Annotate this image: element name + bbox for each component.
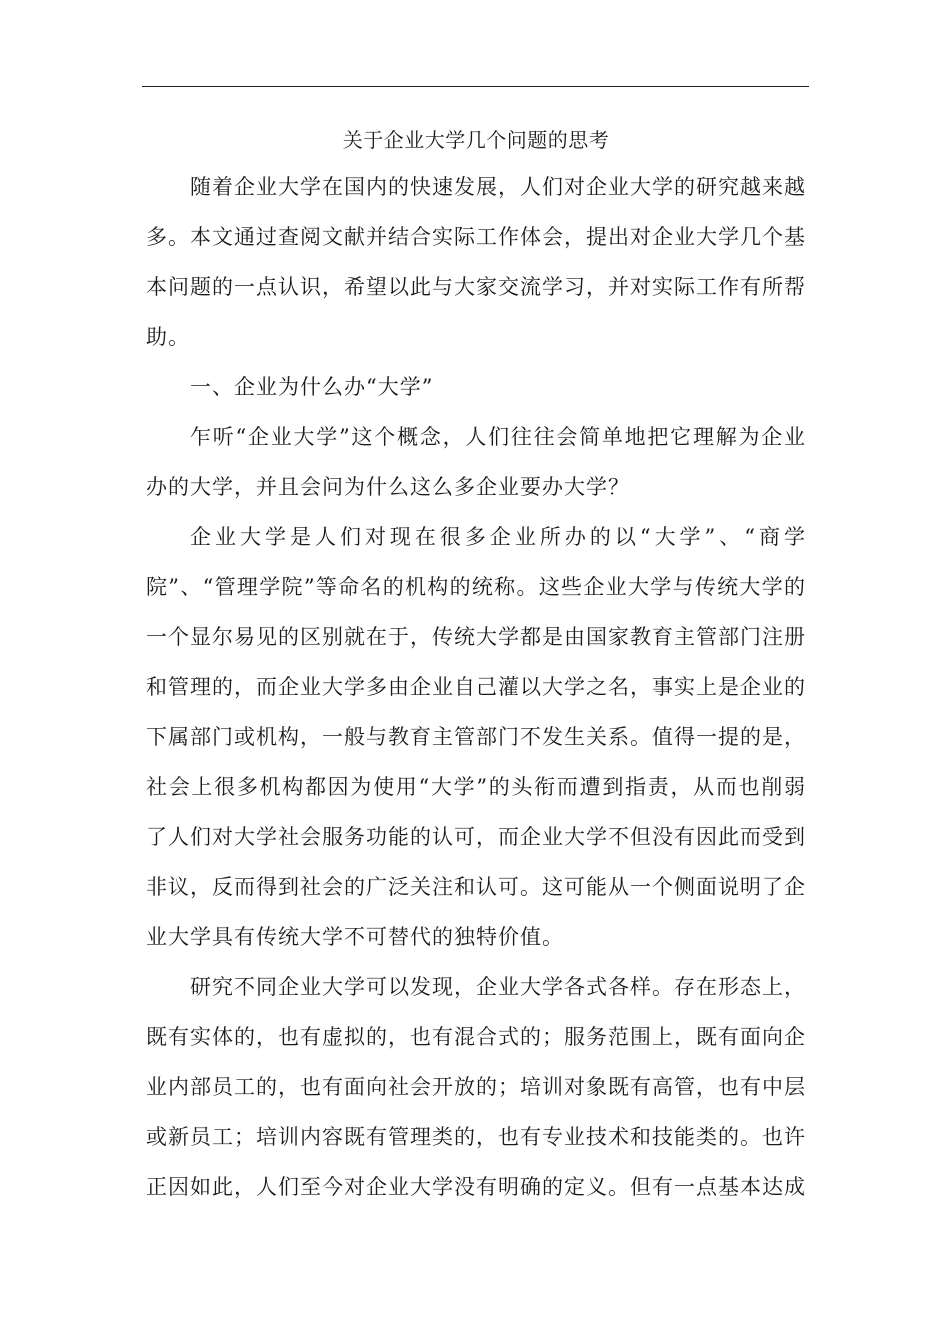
document-body — [146, 118, 806, 1212]
paragraph-definition: 企业大学是人们对现在很多企业所办的以“大学”、“商学院”、“管理学院”等命名的机构的统称。这些企业大学与传统大学的一个显尔易见的区别就在于，传统大学都是由国家教育主管部门注册和管理的，而企业大学多由企业自己灌以大学之名，事实上是企业的下属部门或机构，一般与教育主管部门不发生关系。值得一提的是，社会上很多机构都因为使用“大学”的头衔而遭到指责，从而也削弱了人们对大学社会服务功能的认可，而企业大学不但没有因此而受到非议，反而得到社会的广泛关注和认可。这可能从一个侧面说明了企业大学具有传统大学不可替代的独特价值。 — [146, 525, 806, 949]
paragraph-intro: 随着企业大学在国内的快速发展，人们对企业大学的研究越来越多。本文通过查阅文献并结合实际工作体会，提出对企业大学几个基本问题的一点认识，希望以此与大家交流学习，并对实际工作有所帮助。 — [146, 175, 806, 349]
paragraph-concept: 乍听“企业大学”这个概念，人们往往会简单地把它理解为企业办的大学，并且会问为什么这么多企业要办大学？ — [146, 425, 806, 499]
paragraph-research: 研究不同企业大学可以发现，企业大学各式各样。存在形态上，既有实体的，也有虚拟的，也有混合式的；服务范围上，既有面向企业内部员工的，也有面向社会开放的；培训对象既有高管，也有中层或新员工；培训内容既有管理类的，也有专业技术和技能类的。也许正因如此，人们至今对企业大学没有明确的定义。但有一点基本达成 — [146, 975, 806, 1199]
section-heading-1: 一、企业为什么办“大学” — [190, 375, 434, 399]
header-rule — [142, 86, 809, 87]
document-title: 关于企业大学几个问题的思考 — [342, 128, 610, 152]
